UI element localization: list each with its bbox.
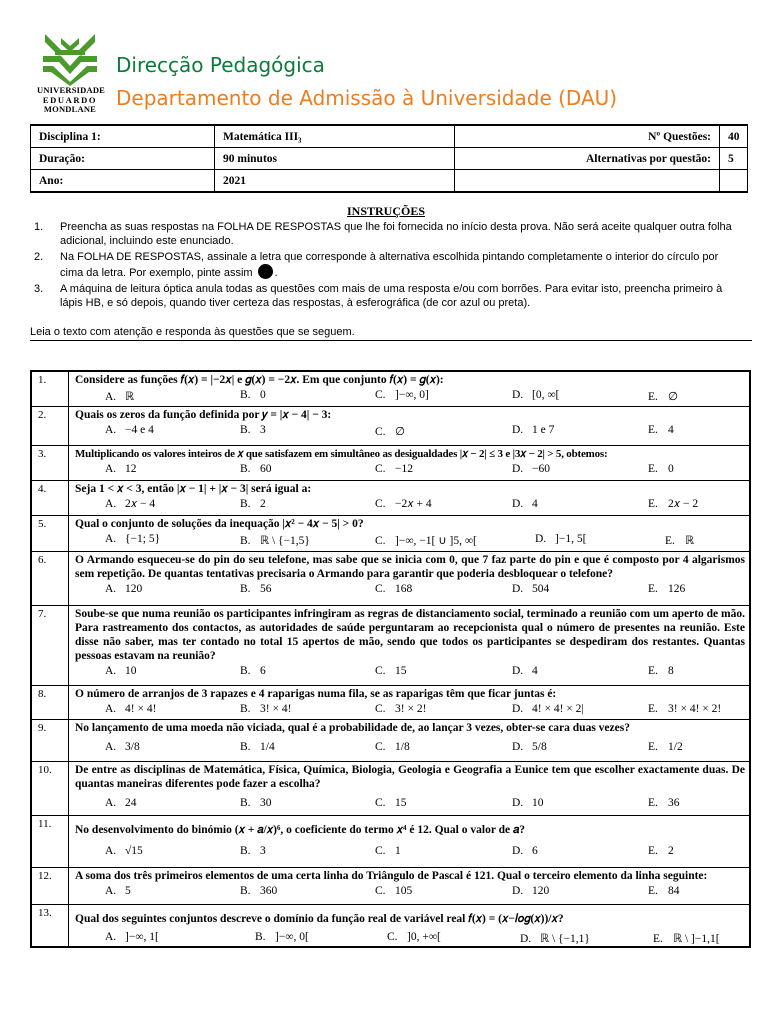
- question-body: [69, 720, 751, 762]
- option-d: D. 4: [512, 498, 538, 510]
- instruction-item: [30, 282, 742, 311]
- option-e: E. ∅: [648, 391, 679, 403]
- instructions-title: INSTRUÇÕES: [346, 204, 426, 218]
- questions-label: Nº Questões:: [455, 125, 720, 148]
- uem-emblem-icon: [41, 32, 99, 86]
- option-c: C. ]−∞, −1[ ∪ ]5, ∞[: [375, 535, 477, 547]
- instruction-number: 3.: [34, 282, 44, 295]
- option-e: E. 2𝑥 − 2: [648, 498, 699, 510]
- question-number: 11.: [31, 816, 69, 868]
- question-stem: Soube-se que numa reunião os participantes infringiram as regras de distanciamento social, terminado a reunião com um aperto de mão. Para rastreamento dos contactos, as autoridades de saúde perguntaram ao recepcionista qual o número de presentes na reunião. Este disse não saber, mas ter contado no total 15 apertos de mão, sendo que todos os participantes se despediram dos restantes. Quantas pessoas estavam na reunião?: [75, 608, 745, 662]
- option-a: A. ℝ: [105, 391, 135, 403]
- question-number: 3.: [31, 446, 69, 481]
- instruction-text: Preencha as suas respostas na FOLHA DE RESPOSTAS que lhe foi fornecida no início desta prova. Não será aceite qualquer outra folha adicional, incluindo este enunciado.: [60, 220, 732, 247]
- option-c: C. 3! × 2!: [375, 703, 427, 715]
- university-name-line2: EDUARDO: [42, 94, 98, 105]
- question-number: 12.: [31, 868, 69, 905]
- question-body: [69, 516, 751, 552]
- question-body: [69, 371, 751, 407]
- question-stem: A soma dos três primeiros elementos de uma certa linha do Triângulo de Pascal é 121. Qual o terceiro elemento da linha seguinte:: [75, 870, 708, 882]
- option-c: C. ]−∞, 0]: [375, 389, 429, 401]
- option-e: E. 8: [648, 665, 674, 677]
- question-row: [31, 816, 750, 868]
- option-d: D. 4: [512, 665, 538, 677]
- option-b: B. ]−∞, 0[: [255, 931, 309, 943]
- question-options: [75, 533, 745, 548]
- option-a: A. −4 e 4: [105, 424, 154, 436]
- option-c: C. 1/8: [375, 741, 410, 753]
- exam-info-table: [30, 124, 748, 193]
- question-stem: Seja 1 < 𝑥 < 3, então |𝑥 − 1| + |𝑥 − 3| será igual a:: [75, 483, 312, 495]
- year-value: 2021: [215, 170, 455, 193]
- question-number: 4.: [31, 481, 69, 516]
- instructions-list: [30, 220, 742, 311]
- question-body: [69, 762, 751, 816]
- option-e: E. 4: [648, 424, 674, 436]
- question-row: [31, 606, 750, 686]
- option-a: A. 2𝑥 − 4: [105, 498, 156, 510]
- year-label: Ano:: [31, 170, 215, 193]
- question-options: [75, 845, 745, 860]
- question-body: [69, 481, 751, 516]
- option-a: A. 120: [105, 583, 143, 595]
- info-empty-cell: [720, 170, 748, 193]
- option-c: C. 15: [375, 665, 407, 677]
- question-options: [75, 797, 745, 812]
- instruction-text: Na FOLHA DE RESPOSTAS, assinale a letra que corresponde à alternativa escolhida pintando completamente o interior do círculo por cima da letra. Por exemplo, pinte assim: [60, 250, 719, 279]
- question-options: [75, 741, 745, 756]
- option-a: A. 12: [105, 463, 137, 475]
- option-b: B. 56: [240, 583, 272, 595]
- option-e: E. ℝ: [665, 535, 695, 547]
- question-body: [69, 606, 751, 686]
- option-b: B. 1/4: [240, 741, 275, 753]
- question-number: 7.: [31, 606, 69, 686]
- question-options: [75, 583, 745, 598]
- option-e: E. 3! × 4! × 2!: [648, 703, 722, 715]
- option-e: E. 2: [648, 845, 674, 857]
- discipline-label: Disciplina 1:: [31, 125, 215, 148]
- question-options: [75, 498, 745, 513]
- question-body: [69, 905, 751, 948]
- option-d: D. 504: [512, 583, 550, 595]
- question-row: [31, 905, 750, 948]
- question-row: [31, 407, 750, 446]
- option-b: B. 360: [240, 885, 278, 897]
- option-a: A. 3/8: [105, 741, 140, 753]
- filled-circle-icon: [258, 264, 273, 279]
- question-body: [69, 446, 751, 481]
- alternatives-value: 5: [720, 148, 748, 170]
- option-e: E. 1/2: [648, 741, 683, 753]
- option-a: A. √15: [105, 845, 143, 857]
- question-row: [31, 762, 750, 816]
- option-b: B. ℝ \ {−1,5}: [240, 535, 310, 547]
- question-options: [75, 463, 745, 478]
- option-b: B. 3: [240, 424, 266, 436]
- instruction-number: 1.: [34, 220, 44, 233]
- question-row: [31, 371, 750, 407]
- question-stem: De entre as disciplinas de Matemática, Física, Química, Biologia, Geologia e Geografia a Eunice tem que escolher exactamente duas. De quantas maneiras diferentes pode fazer a escolha?: [75, 764, 745, 790]
- question-number: 9.: [31, 720, 69, 762]
- direction-title: Direcção Pedagógica: [116, 53, 325, 77]
- question-row: [31, 868, 750, 905]
- department-title: Departamento de Admissão à Universidade (DAU): [116, 86, 618, 110]
- option-e: E. ℝ \ ]−1,1[: [653, 933, 720, 945]
- option-b: B. 60: [240, 463, 272, 475]
- question-stem: O número de arranjos de 3 rapazes e 4 raparigas numa fila, se as raparigas têm que ficar juntas é:: [75, 688, 557, 700]
- option-d: D. −60: [512, 463, 550, 475]
- option-b: B. 6: [240, 665, 266, 677]
- option-d: D. 1 e 7: [512, 424, 555, 436]
- question-body: [69, 686, 751, 720]
- lead-text: Leia o texto com atenção e responda às questões que se seguem.: [30, 326, 752, 341]
- instruction-text-tail: .: [274, 267, 278, 279]
- question-body: [69, 552, 751, 606]
- option-b: B. 3: [240, 845, 266, 857]
- university-logo: [37, 32, 106, 115]
- option-a: A. 4! × 4!: [105, 703, 157, 715]
- question-number: 1.: [31, 371, 69, 407]
- option-c: C. ]0, +∞[: [387, 931, 441, 943]
- question-number: 2.: [31, 407, 69, 446]
- question-stem: Considere as funções 𝑓(𝑥) = |−2𝑥| e 𝑔(𝑥) = −2𝑥. Em que conjunto 𝑓(𝑥) = 𝑔(𝑥):: [75, 374, 444, 386]
- question-body: [69, 407, 751, 446]
- question-row: [31, 446, 750, 481]
- question-number: 10.: [31, 762, 69, 816]
- option-c: C. 168: [375, 583, 413, 595]
- option-e: E. 36: [648, 797, 680, 809]
- question-number: 5.: [31, 516, 69, 552]
- option-e: E. 84: [648, 885, 680, 897]
- option-e: E. 0: [648, 463, 674, 475]
- question-body: [69, 868, 751, 905]
- question-options: [75, 665, 745, 680]
- option-c: C. −12: [375, 463, 413, 475]
- option-e: E. 126: [648, 583, 686, 595]
- university-name-line1: UNIVERSIDADE: [37, 85, 106, 95]
- option-b: B. 30: [240, 797, 272, 809]
- question-options: [75, 703, 745, 718]
- option-d: D. 5/8: [512, 741, 547, 753]
- option-c: C. 1: [375, 845, 401, 857]
- question-row: [31, 516, 750, 552]
- question-body: [69, 816, 751, 868]
- question-stem: Qual o conjunto de soluções da inequação |𝑥² − 4𝑥 − 5| > 0?: [75, 518, 364, 530]
- question-stem: Qual dos seguintes conjuntos descreve o domínio da função real de variável real 𝑓(𝑥) = (𝑥−𝑙𝑜𝑔(𝑥))/𝑥?: [75, 913, 564, 925]
- question-row: [31, 481, 750, 516]
- questions-value: 40: [720, 125, 748, 148]
- question-stem: No desenvolvimento do binómio (𝑥 + 𝑎/𝑥)⁶, o coeficiente do termo 𝑥⁴ é 12. Qual o valor de 𝑎?: [75, 824, 525, 836]
- option-a: A. ]−∞, 1[: [105, 931, 159, 943]
- question-number: 8.: [31, 686, 69, 720]
- university-name-line3: MONDLANE: [43, 104, 97, 114]
- info-empty-cell: [455, 170, 720, 193]
- option-a: A. 5: [105, 885, 131, 897]
- option-c: C. −2𝑥 + 4: [375, 498, 432, 510]
- question-stem: O Armando esqueceu-se do pin do seu telefone, mas sabe que se inicia com 0, que 7 faz parte do pin e que é composto por 4 algarismos sem repetição. De quantas tentativas precisaria o Armando para garantir que poderia desbloquear o telefone?: [75, 554, 745, 580]
- option-b: B. 0: [240, 389, 266, 401]
- duration-value: 90 minutos: [215, 148, 455, 170]
- option-a: A. {−1; 5}: [105, 533, 161, 545]
- option-d: D. 4! × 4! × 2|: [512, 703, 584, 715]
- option-a: A. 10: [105, 665, 137, 677]
- option-d: D. ℝ \ {−1,1}: [520, 933, 590, 945]
- option-c: C. 15: [375, 797, 407, 809]
- option-c: C. ∅: [375, 426, 406, 438]
- question-options: [75, 885, 745, 900]
- discipline-value: Matemática III₃: [215, 125, 455, 148]
- option-c: C. 105: [375, 885, 413, 897]
- option-d: D. ]−1, 5[: [535, 533, 587, 545]
- instruction-item: [30, 220, 742, 249]
- duration-label: Duração:: [31, 148, 215, 170]
- question-stem: No lançamento de uma moeda não viciada, qual é a probabilidade de, ao lançar 3 vezes, obter-se cara duas vezes?: [75, 722, 630, 734]
- option-d: D. 10: [512, 797, 544, 809]
- question-row: [31, 552, 750, 606]
- question-options: [75, 424, 745, 439]
- question-stem: Multiplicando os valores inteiros de 𝑥 que satisfazem em simultâneo as desigualdades |𝑥 − 2| ≤ 3 e |3𝑥 − 2| > 5, obtemos:: [75, 448, 608, 460]
- question-stem: Quais os zeros da função definida por 𝑦 = |𝑥 − 4| − 3:: [75, 409, 332, 421]
- question-options: [75, 389, 745, 404]
- question-number: 6.: [31, 552, 69, 606]
- question-row: [31, 720, 750, 762]
- option-d: D. 120: [512, 885, 550, 897]
- instructions-section: [30, 204, 742, 312]
- question-number: 13.: [31, 905, 69, 948]
- alternatives-label: Alternativas por questão:: [455, 148, 720, 170]
- question-options: [75, 931, 745, 946]
- option-d: D. [0, ∞[: [512, 389, 560, 401]
- questions-table: [30, 370, 751, 948]
- question-row: [31, 686, 750, 720]
- option-d: D. 6: [512, 845, 538, 857]
- instruction-number: 2.: [34, 250, 44, 263]
- instruction-text: A máquina de leitura óptica anula todas as questões com mais de uma resposta e/ou com borrões. Para evitar isto, preencha primeiro à lápis HB, e só depois, quando tiver certeza das respostas, à esferográfica (de cor azul ou preta).: [60, 282, 723, 309]
- option-a: A. 24: [105, 797, 137, 809]
- instruction-item: [30, 250, 742, 281]
- option-b: B. 2: [240, 498, 266, 510]
- page-header: [0, 0, 768, 122]
- option-b: B. 3! × 4!: [240, 703, 292, 715]
